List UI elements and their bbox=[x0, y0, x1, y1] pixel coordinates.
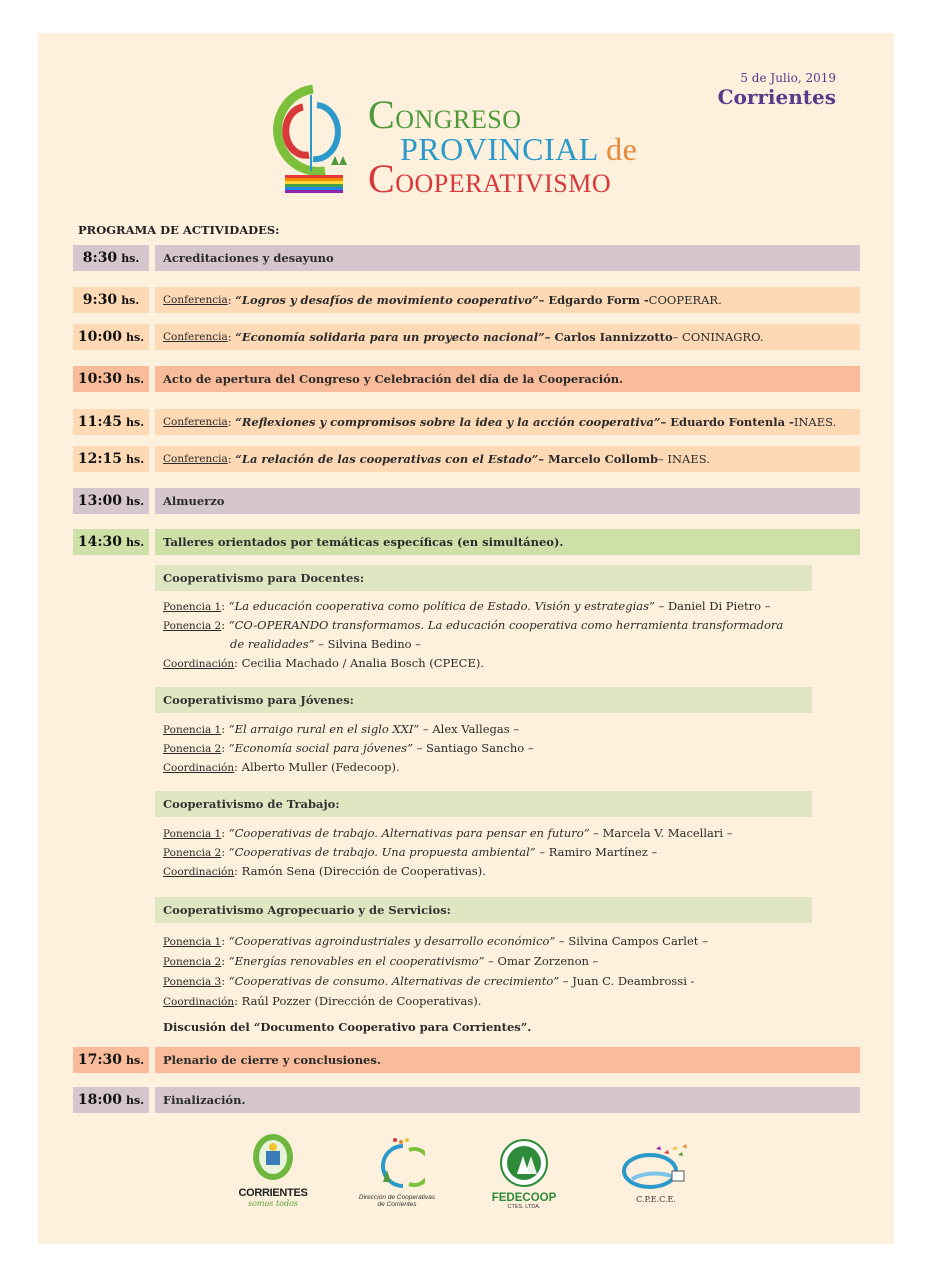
direccion-cooperativas-logo bbox=[354, 1136, 440, 1208]
time-cell: 12:15 hs. bbox=[73, 446, 149, 472]
workshop-line: Coordinación: Cecilia Machado / Analia Bosch (CPECE). bbox=[163, 656, 485, 670]
fedecoop-sub: CTES. LTDA. bbox=[507, 1204, 541, 1210]
workshop-header: Cooperativismo para Docentes: bbox=[155, 565, 812, 591]
activity-cell: Acto de apertura del Congreso y Celebración del día de la Cooperación. bbox=[155, 366, 860, 392]
activity-cell: Conferencia : “Economía solidaria para un proyecto nacional” – Carlos Iannizzotto – CONINAGRO. bbox=[155, 324, 860, 350]
workshop-header: Cooperativismo Agropecuario y de Servicios: bbox=[155, 897, 812, 923]
time-cell: 14:30 hs. bbox=[73, 529, 149, 555]
schedule-row bbox=[73, 287, 860, 313]
workshop-line: Coordinación: Ramón Sena (Dirección de Cooperativas). bbox=[163, 864, 486, 878]
title-line-provincial: PROVINCIAL de bbox=[400, 131, 638, 167]
direccion-line1: Dirección de Cooperativas bbox=[358, 1194, 436, 1201]
workshop-header: Cooperativismo para Jóvenes: bbox=[155, 687, 812, 713]
cpece-birds-icon bbox=[620, 1141, 692, 1191]
activity-cell: Conferencia : “Logros y desafíos de movimiento cooperativo” – Edgardo Form - COOPERAR. bbox=[155, 287, 860, 313]
schedule-row bbox=[73, 245, 860, 271]
corrientes-name: CORRIENTES bbox=[238, 1187, 308, 1199]
time-cell: 8:30 hs. bbox=[73, 245, 149, 271]
workshop-line: Ponencia 3: “Cooperativas de consumo. Alternativas de crecimiento” – Juan C. Deambrossi - bbox=[163, 974, 695, 988]
direccion-leaf-icon bbox=[369, 1136, 425, 1190]
workshop-line: de realidades” – Silvina Bedino – bbox=[230, 637, 421, 651]
workshop-line: Ponencia 2: “Economía social para jóvenes” – Santiago Sancho – bbox=[163, 741, 534, 755]
activity-cell: Plenario de cierre y conclusiones. bbox=[155, 1047, 860, 1073]
workshop-line: Coordinación: Alberto Muller (Fedecoop). bbox=[163, 760, 400, 774]
activity-cell: Conferencia : “La relación de las cooperativas con el Estado” – Marcelo Collomb – INAES. bbox=[155, 446, 860, 472]
workshop-line: Ponencia 1: “Cooperativas de trabajo. Alternativas para pensar en futuro” – Marcela V. Macellari – bbox=[163, 826, 733, 840]
workshop-line: Coordinación: Raúl Pozzer (Dirección de Cooperativas). bbox=[163, 994, 482, 1008]
workshop-line: Ponencia 2: “Cooperativas de trabajo. Una propuesta ambiental” – Ramiro Martínez – bbox=[163, 845, 658, 859]
event-city: Corrientes bbox=[717, 85, 836, 109]
schedule-row bbox=[73, 446, 860, 472]
corrientes-logo bbox=[234, 1133, 312, 1208]
schedule-row bbox=[73, 1087, 860, 1113]
time-cell: 10:30 hs. bbox=[73, 366, 149, 392]
workshop-line: Ponencia 2: “Energías renovables en el cooperativismo” – Omar Zorzenon – bbox=[163, 954, 599, 968]
activity-cell: Talleres orientados por temáticas específicas (en simultáneo). bbox=[155, 529, 860, 555]
schedule-row bbox=[73, 1047, 860, 1073]
schedule-row bbox=[73, 366, 860, 392]
workshop-header: Cooperativismo de Trabajo: bbox=[155, 791, 812, 817]
event-date-block bbox=[718, 71, 836, 109]
program-heading: PROGRAMA DE ACTIVIDADES: bbox=[78, 223, 280, 237]
schedule-row bbox=[73, 324, 860, 350]
activity-cell: Almuerzo bbox=[155, 488, 860, 514]
workshop-line: Ponencia 2: “CO-OPERANDO transformamos. La educación cooperativa como herramienta transformadora bbox=[163, 618, 784, 632]
time-cell: 9:30 hs. bbox=[73, 287, 149, 313]
schedule-row bbox=[73, 529, 860, 555]
activity-cell: Conferencia : “Reflexiones y compromisos sobre la idea y la acción cooperativa” – Eduardo Fontenla - INAES. bbox=[155, 409, 860, 435]
congress-logo-icon bbox=[263, 83, 353, 195]
event-date: 5 de Julio, 2019 bbox=[740, 71, 836, 85]
fedecoop-logo bbox=[485, 1138, 563, 1210]
title-line-cooperativismo: COOPERATIVISMO bbox=[368, 156, 612, 201]
time-cell: 17:30 hs. bbox=[73, 1047, 149, 1073]
discussion-note: Discusión del “Documento Cooperativo para Corrientes”. bbox=[163, 1020, 532, 1034]
cpece-logo bbox=[616, 1141, 696, 1204]
workshop-line: Ponencia 1: “Cooperativas agroindustriales y desarrollo económico” – Silvina Campos Carlet – bbox=[163, 934, 708, 948]
workshop-line: Ponencia 1: “La educación cooperativa como política de Estado. Visión y estrategias” – Daniel Di Pietro – bbox=[163, 599, 771, 613]
time-cell: 18:00 hs. bbox=[73, 1087, 149, 1113]
fedecoop-pines-icon bbox=[499, 1138, 549, 1188]
activity-cell: Acreditaciones y desayuno bbox=[155, 245, 860, 271]
activity-cell: Finalización. bbox=[155, 1087, 860, 1113]
corrientes-shield-icon bbox=[251, 1133, 295, 1183]
workshop-line: Ponencia 1: “El arraigo rural en el siglo XXI” – Alex Vallegas – bbox=[163, 722, 520, 736]
time-cell: 13:00 hs. bbox=[73, 488, 149, 514]
corrientes-tagline: somos todos bbox=[247, 1199, 299, 1208]
direccion-line2: de Corrientes bbox=[377, 1201, 417, 1208]
schedule-row bbox=[73, 488, 860, 514]
cpece-name: C.P.E.C.E. bbox=[636, 1195, 676, 1204]
title-line-congreso: CONGRESO bbox=[368, 92, 522, 137]
schedule-row bbox=[73, 409, 860, 435]
program-sheet bbox=[38, 33, 894, 1244]
time-cell: 10:00 hs. bbox=[73, 324, 149, 350]
time-cell: 11:45 hs. bbox=[73, 409, 149, 435]
fedecoop-name: FEDECOOP bbox=[491, 1192, 557, 1204]
